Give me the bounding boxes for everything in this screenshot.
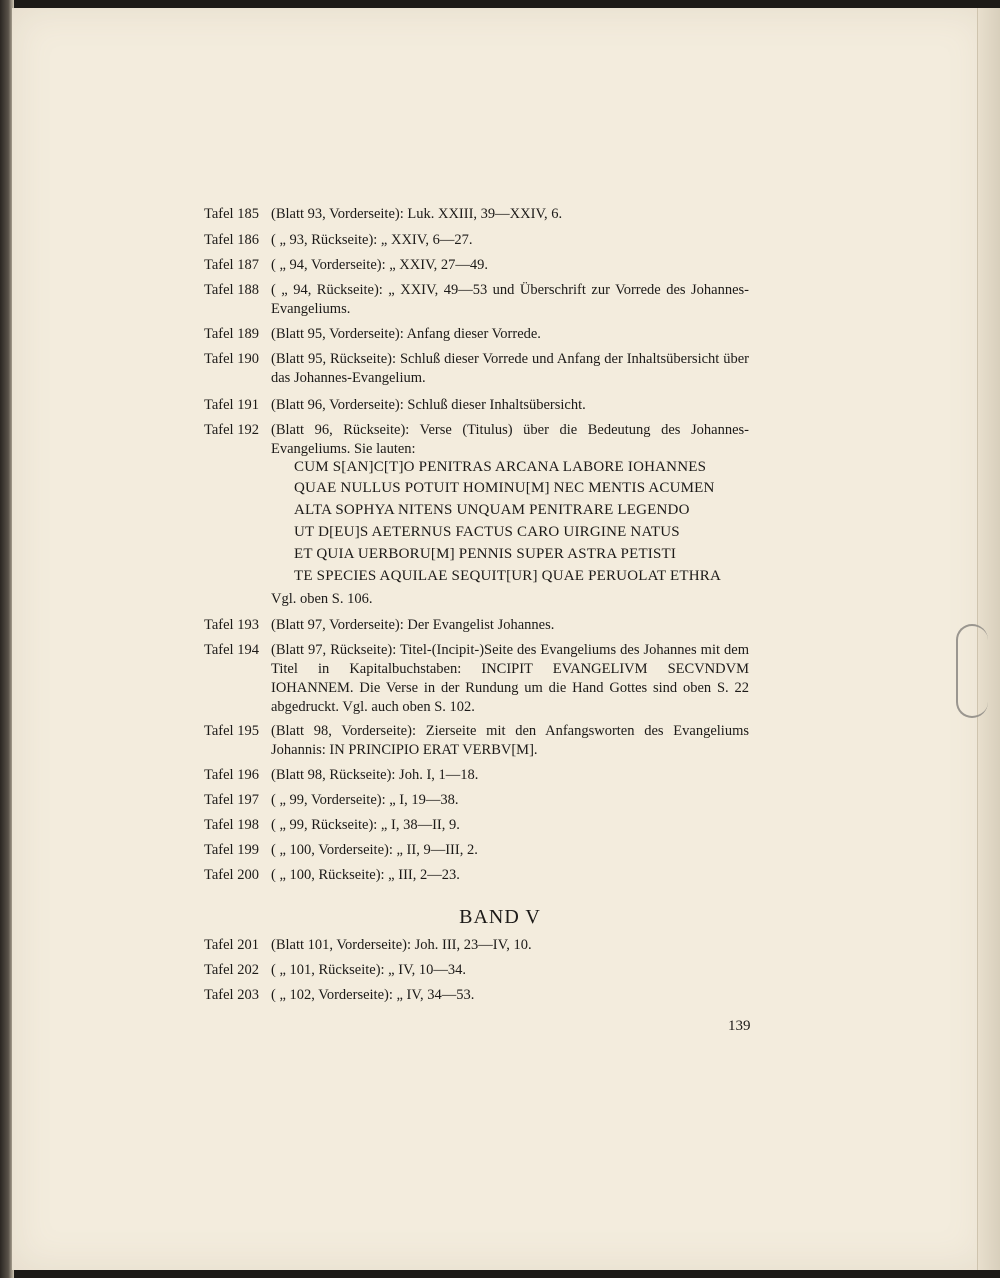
entry-label: Tafel 199	[204, 842, 259, 858]
entry-text: ( „ 94, Rückseite): „ XXIV, 49—53 und Überschrift zur Vorrede des Johannes-Evangeliums.	[271, 282, 749, 317]
entry-text: ( „ 100, Rückseite): „ III, 2—23.	[271, 867, 460, 883]
entry-label: Tafel 197	[204, 792, 259, 808]
entry-text: (Blatt 97, Vorderseite): Der Evangelist Johannes.	[271, 617, 555, 633]
entry-text: (Blatt 96, Vorderseite): Schluß dieser Inhaltsübersicht.	[271, 397, 586, 413]
band-heading: BAND V	[459, 906, 541, 928]
entry-label: Tafel 203	[204, 987, 259, 1003]
verse-line: UT D[EU]S AETERNUS FACTUS CARO UIRGINE NATUS	[294, 524, 680, 540]
entry-text: ( „ 99, Rückseite): „ I, 38—II, 9.	[271, 817, 460, 833]
entry-text: ( „ 99, Vorderseite): „ I, 19—38.	[271, 792, 459, 808]
entry-label: Tafel 189	[204, 326, 259, 342]
entry-label: Tafel 192	[204, 422, 259, 438]
entry-label: Tafel 201	[204, 937, 259, 953]
entry-label: Tafel 185	[204, 206, 259, 222]
entry-label: Tafel 186	[204, 232, 259, 248]
verse-line: QUAE NULLUS POTUIT HOMINU[M] NEC MENTIS ACUMEN	[294, 480, 715, 496]
verse-reference: Vgl. oben S. 106.	[271, 591, 373, 607]
entry-text: (Blatt 97, Rückseite): Titel-(Incipit-)Seite des Evangeliums des Johannes mit dem Titel in Kapitalbuchstaben: INCIPIT EVANGELIVM SECVNDVM IOHANNEM. Die Verse in der Rundung um die Hand Gottes sind oben S. 22 abgedruckt. Vgl. auch oben S. 102.	[271, 642, 749, 715]
book-page	[12, 8, 988, 1270]
entry-text: (Blatt 93, Vorderseite): Luk. XXIII, 39—XXIV, 6.	[271, 206, 563, 222]
entry-label: Tafel 191	[204, 397, 259, 413]
paper-clip	[956, 624, 988, 718]
entry-text: (Blatt 96, Rückseite): Verse (Titulus) über die Bedeutung des Johannes-Evangeliums. Sie lauten:	[271, 422, 749, 457]
entry-text: (Blatt 98, Vorderseite): Zierseite mit den Anfangsworten des Evangeliums Johannis: IN PRINCIPIO ERAT VERBV[M].	[271, 723, 749, 758]
entry-text: (Blatt 98, Rückseite): Joh. I, 1—18.	[271, 767, 479, 783]
entry-label: Tafel 198	[204, 817, 259, 833]
entry-text: ( „ 102, Vorderseite): „ IV, 34—53.	[271, 987, 475, 1003]
entry-label: Tafel 202	[204, 962, 259, 978]
entry-label: Tafel 193	[204, 617, 259, 633]
entry-label: Tafel 196	[204, 767, 259, 783]
entry-label: Tafel 200	[204, 867, 259, 883]
entry-text: (Blatt 95, Vorderseite): Anfang dieser Vorrede.	[271, 326, 541, 342]
entry-label: Tafel 187	[204, 257, 259, 273]
entry-text: ( „ 94, Vorderseite): „ XXIV, 27—49.	[271, 257, 489, 273]
entry-text: ( „ 100, Vorderseite): „ II, 9—III, 2.	[271, 842, 478, 858]
page-number: 139	[728, 1018, 751, 1034]
verse-line: ALTA SOPHYA NITENS UNQUAM PENITRARE LEGENDO	[294, 502, 690, 518]
entry-text: (Blatt 95, Rückseite): Schluß dieser Vorrede und Anfang der Inhaltsübersicht über das Johannes-Evangelium.	[271, 351, 749, 386]
entry-label: Tafel 190	[204, 351, 259, 367]
entry-text: ( „ 93, Rückseite): „ XXIV, 6—27.	[271, 232, 473, 248]
verse-line: CUM S[AN]C[T]O PENITRAS ARCANA LABORE IOHANNES	[294, 459, 707, 475]
entry-text: ( „ 101, Rückseite): „ IV, 10—34.	[271, 962, 467, 978]
entry-text: (Blatt 101, Vorderseite): Joh. III, 23—IV, 10.	[271, 937, 532, 953]
entry-label: Tafel 194	[204, 642, 259, 658]
entry-label: Tafel 195	[204, 723, 259, 739]
entry-label: Tafel 188	[204, 282, 259, 298]
verse-line: ET QUIA UERBORU[M] PENNIS SUPER ASTRA PETISTI	[294, 546, 677, 562]
verse-line: TE SPECIES AQUILAE SEQUIT[UR] QUAE PERUOLAT ETHRA	[294, 568, 722, 584]
